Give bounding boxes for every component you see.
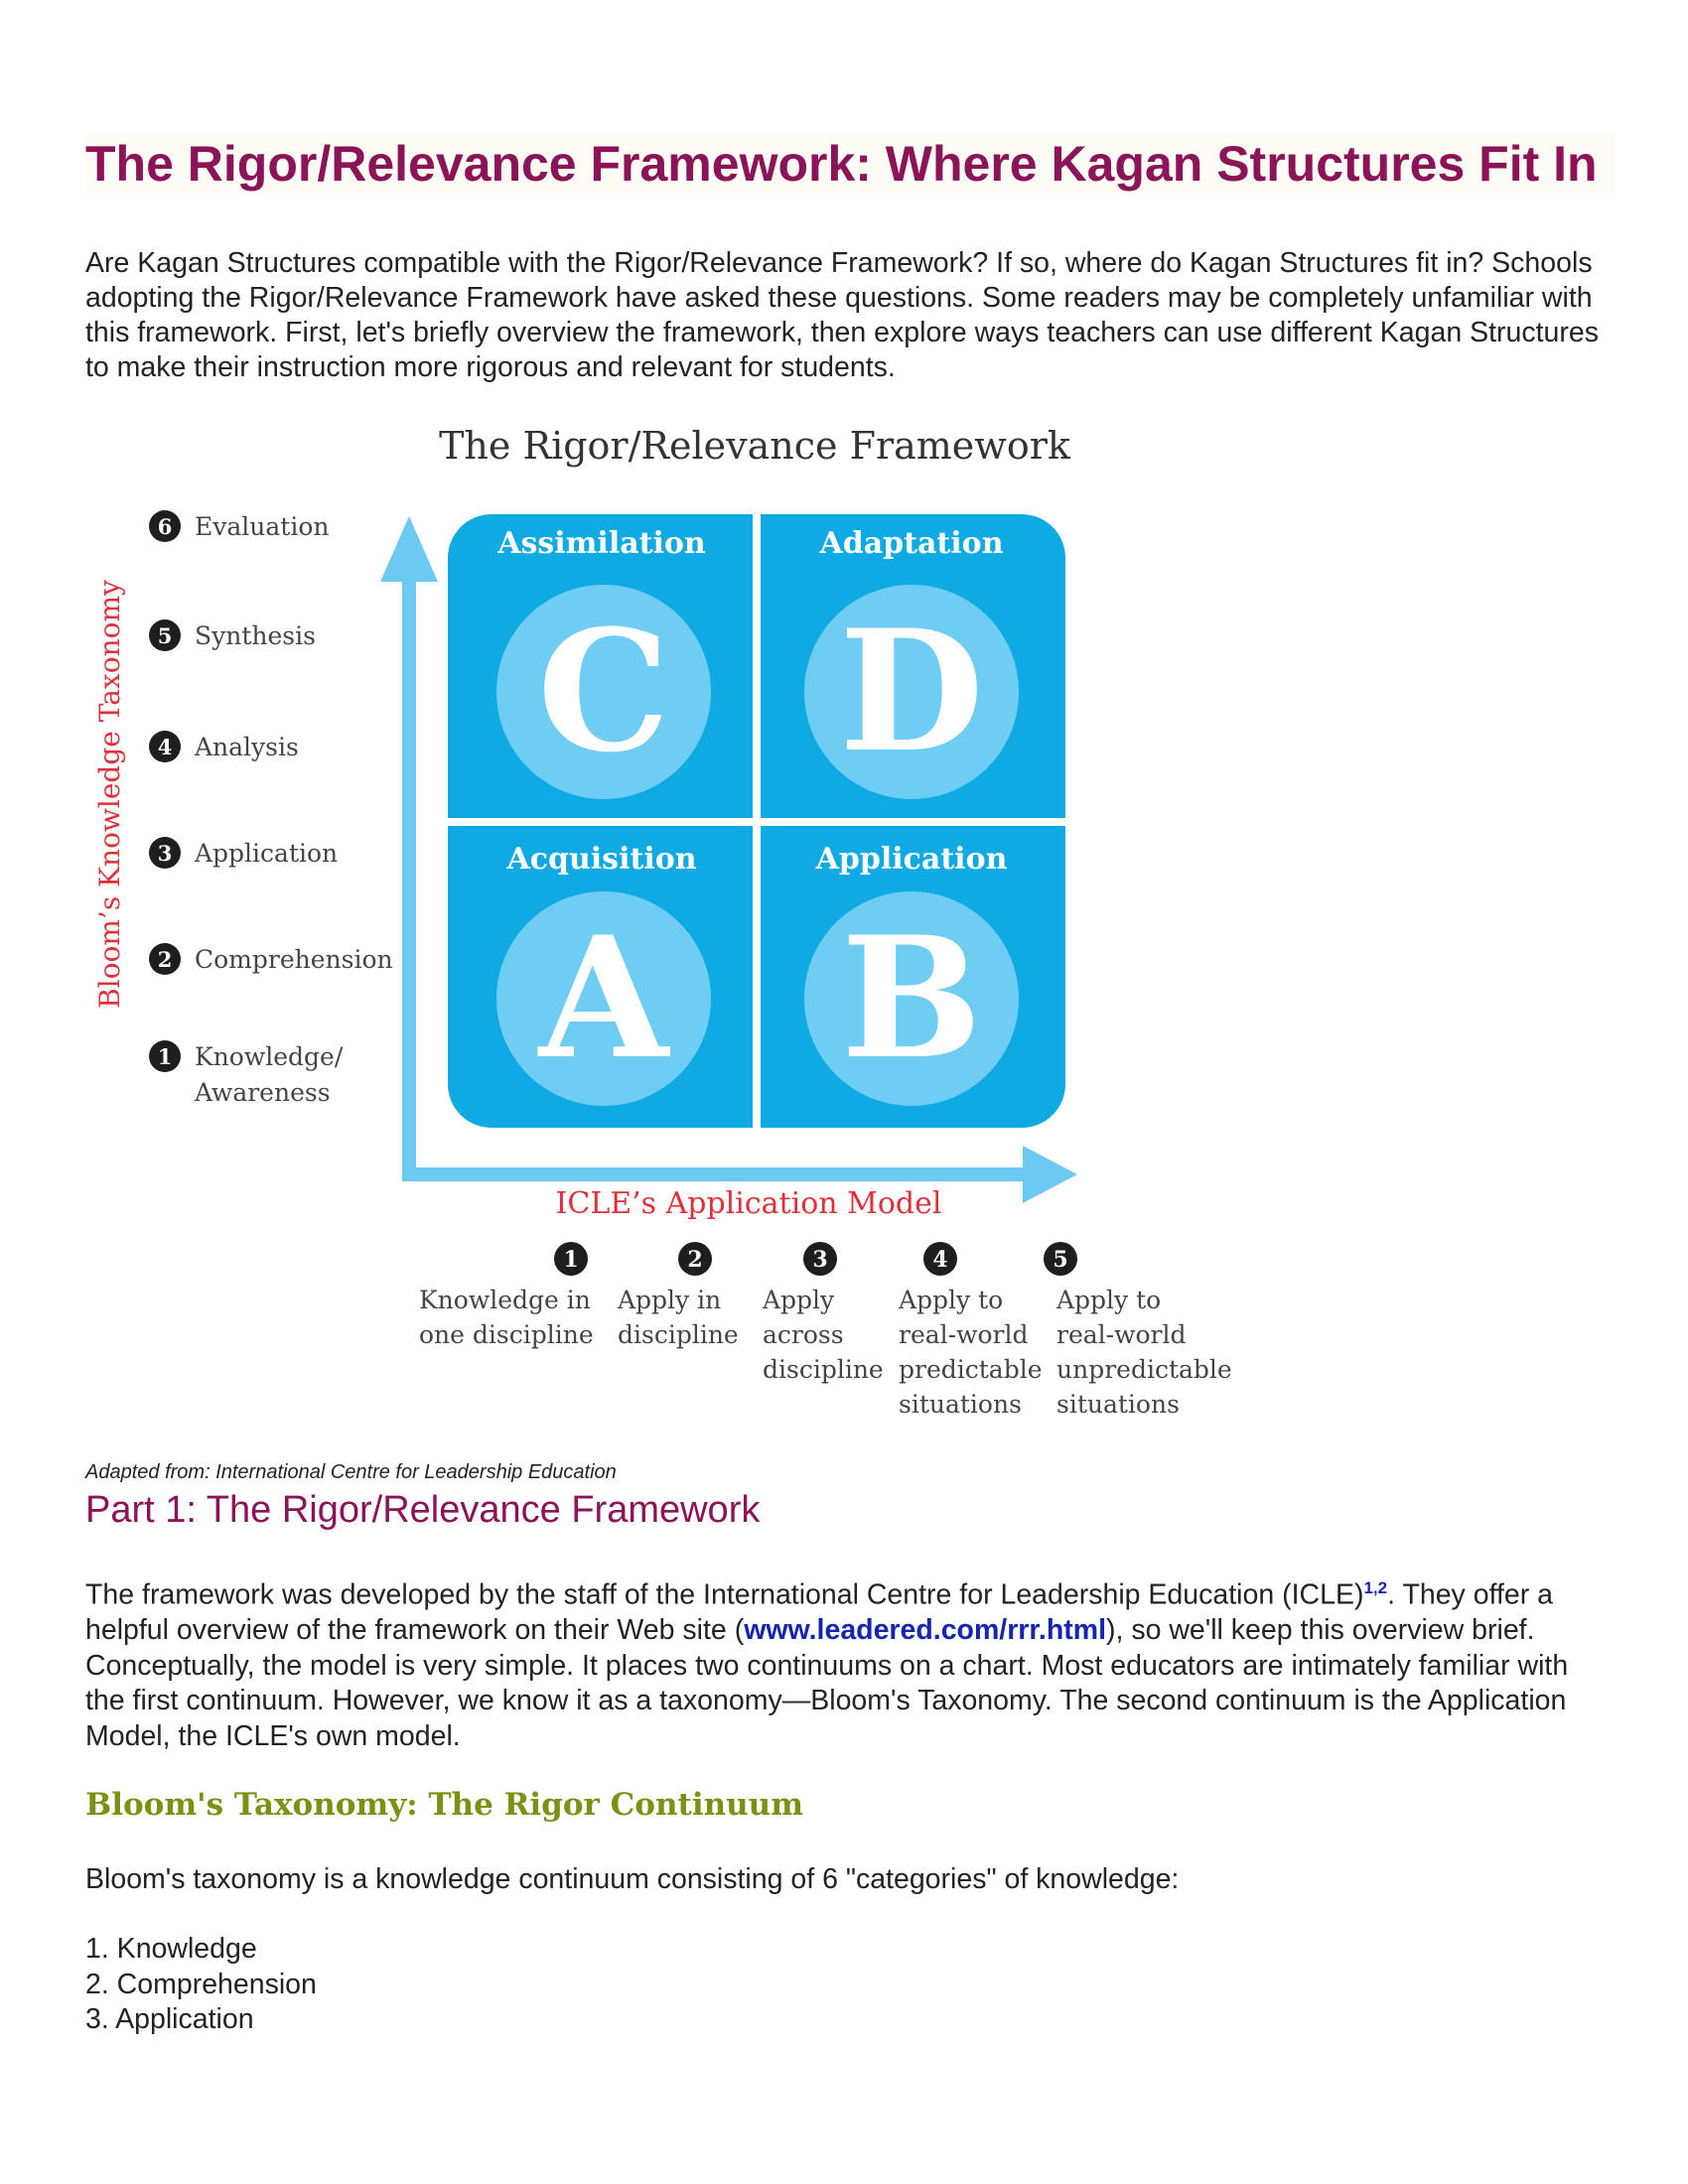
footnote-link-1[interactable]: 1 (1363, 1578, 1373, 1597)
bloom-section-heading: Bloom's Taxonomy: The Rigor Continuum (85, 1787, 804, 1823)
bloom-level-2 (149, 943, 393, 975)
application-level-2 (617, 1242, 739, 1349)
bloom-level-label: Application (195, 839, 339, 868)
footnote-link-2[interactable]: 2 (1377, 1578, 1388, 1597)
application-level-line: real-world (1056, 1320, 1187, 1349)
application-level-line: unpredictable (1056, 1355, 1232, 1384)
bloom-level-label-line2: Awareness (195, 1078, 331, 1107)
x-axis-arrowhead (1023, 1146, 1077, 1203)
part1-text-a: The framework was developed by the staff of the International Centre for Leadership Education (ICLE) (85, 1578, 1364, 1611)
intro-paragraph: Are Kagan Structures compatible with the Rigor/Relevance Framework? If so, where do Kagan Structures fit in? Schools adopting the Rigor/Relevance Framework have asked these questions. Some readers may be completely unfamiliar with this framework. First, let's briefly overview the framework, then explore ways teachers can use different Kagan Structures to make their instruction more rigorous and relevant for students. (85, 247, 1599, 383)
framework-diagram (0, 397, 1688, 1449)
bloom-category-list (85, 1932, 317, 2038)
application-level-line: discipline (618, 1320, 739, 1349)
bloom-section-text: Bloom's taxonomy is a knowledge continuum consisting of 6 "categories" of knowledge: (85, 1863, 1180, 1895)
list-item: 1. Knowledge (85, 1933, 257, 1965)
application-level-num: 5 (1053, 1247, 1068, 1273)
quadrant-divider-horizontal (448, 818, 1065, 826)
quadrant-grid (448, 514, 1065, 1128)
quadrant-letter: A (538, 899, 669, 1096)
quadrant-name: Adaptation (819, 526, 1004, 561)
application-level-line: Apply to (899, 1286, 1004, 1314)
bloom-level-num: 4 (157, 735, 173, 759)
quadrant-letter: C (537, 593, 670, 789)
bloom-level-label: Evaluation (195, 512, 330, 541)
application-level-line: Knowledge in (419, 1286, 591, 1314)
application-level-4 (898, 1242, 1043, 1419)
list-item: 3. Application (85, 2003, 254, 2035)
application-level-num: 1 (563, 1247, 579, 1273)
y-axis-arrowhead (380, 516, 438, 582)
part1-heading: Part 1: The Rigor/Relevance Framework (85, 1489, 761, 1531)
quadrant-name: Assimilation (497, 526, 706, 561)
application-level-line: Apply in (618, 1286, 722, 1314)
bloom-level-1 (149, 1040, 344, 1107)
application-level-line: situations (899, 1390, 1022, 1419)
application-level-line: one discipline (419, 1320, 594, 1349)
application-level-3 (762, 1242, 884, 1384)
application-level-num: 4 (932, 1247, 948, 1273)
part1-paragraph (85, 1570, 1615, 1754)
bloom-level-label: Analysis (195, 733, 299, 761)
bloom-level-num: 1 (157, 1044, 173, 1069)
rigor-relevance-figure (0, 397, 1688, 1449)
quadrant-name: Application (815, 842, 1008, 877)
bloom-level-num: 5 (157, 623, 173, 648)
y-axis-line (402, 546, 416, 1181)
quadrant-letter: B (841, 899, 982, 1096)
part1-text-b: . They offer a helpful overview of the framework on their Web site ( (85, 1578, 1554, 1646)
application-level-line: across (763, 1320, 844, 1349)
application-level-line: discipline (763, 1355, 884, 1384)
bloom-level-num: 2 (157, 947, 173, 972)
bloom-level-3 (149, 837, 338, 869)
bloom-level-label: Synthesis (195, 621, 316, 650)
bloom-level-5 (149, 619, 316, 651)
bloom-level-num: 3 (157, 841, 173, 866)
application-level-line: situations (1056, 1390, 1180, 1419)
y-axis-label: Bloom’s Knowledge Taxonomy (93, 580, 126, 1009)
application-level-num: 3 (812, 1247, 828, 1273)
figure-caption: Adapted from: International Centre for Leadership Education (85, 1461, 617, 1483)
application-level-num: 2 (687, 1247, 703, 1273)
figure-title: The Rigor/Relevance Framework (439, 424, 1070, 468)
x-axis-line (402, 1167, 1057, 1181)
application-level-line: predictable (899, 1355, 1043, 1384)
bloom-level-4 (149, 731, 299, 762)
application-level-1 (419, 1242, 594, 1349)
leadered-link[interactable]: www.leadered.com/rrr.html (744, 1614, 1106, 1646)
page-title: The Rigor/Relevance Framework: Where Kagan Structures Fit In (85, 133, 1615, 195)
application-level-5 (1044, 1242, 1232, 1419)
quadrant-name: Acquisition (506, 842, 697, 877)
footnote-separator: , (1372, 1578, 1378, 1597)
application-level-line: Apply (763, 1286, 835, 1314)
list-item: 2. Comprehension (85, 1968, 317, 2000)
bloom-level-label: Knowledge/ (195, 1042, 344, 1071)
quadrant-letter: D (839, 593, 984, 789)
bloom-level-label: Comprehension (195, 945, 393, 974)
bloom-level-num: 6 (157, 514, 173, 539)
x-axis-label: ICLE’s Application Model (555, 1186, 942, 1221)
application-level-line: real-world (899, 1320, 1029, 1349)
bloom-level-6 (149, 510, 329, 542)
application-level-line: Apply to (1056, 1286, 1162, 1314)
part1-text-c: ), so we'll keep this overview brief. Conceptually, the model is very simple. It places two continuums on a chart. Most educators are intimately familiar with the first continuum. However, we know it as a taxonomy—Bloom's Taxonomy. The second continuum is the Application Model, the ICLE's own model. (85, 1614, 1569, 1752)
